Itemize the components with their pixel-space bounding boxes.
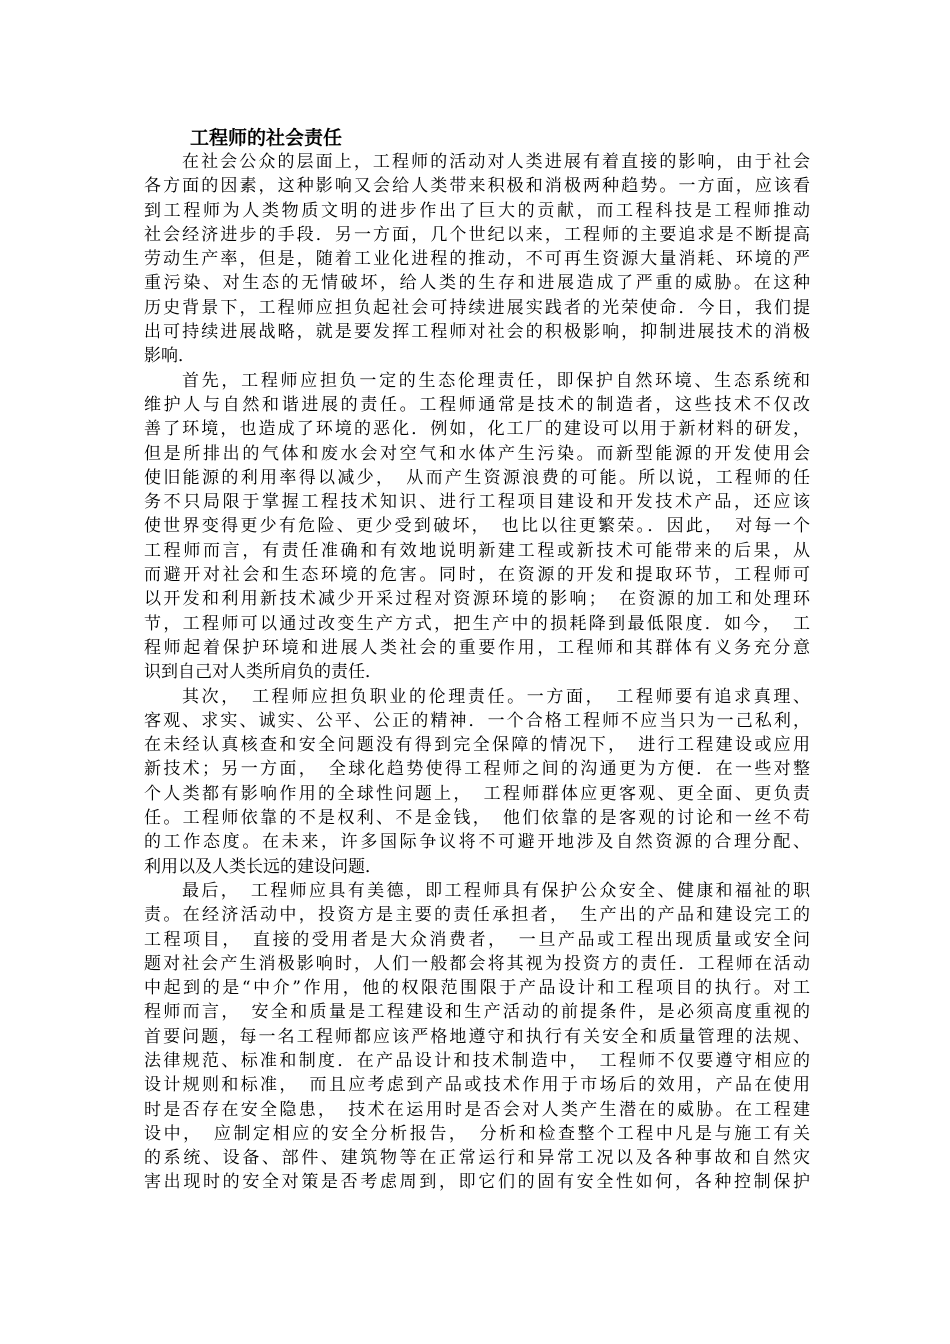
text-line: 设计规则和标准， 而且应考虑到产品或技术作用于市场后的效用，产品在使用 (144, 1075, 810, 1096)
text-line: 到工程师为人类物质文明的进步作出了巨大的贡献，而工程科技是工程师推动 (144, 200, 810, 221)
text-line: 首先，工程师应担负一定的生态伦理责任，即保护自然环境、生态系统和 (182, 370, 810, 391)
text-line: 出可持续进展战略，就是要发挥工程师对社会的积极影响，抑制进展技术的消极 (144, 322, 810, 343)
paragraph (144, 879, 810, 1195)
text-line: 善了环境，也造成了环境的恶化．例如，化工厂的建设可以用于新材料的研发， (144, 419, 810, 440)
paragraph (144, 369, 810, 685)
text-line: 工程项目， 直接的受用者是大众消费者， 一旦产品或工程出现质量或安全问 (144, 929, 810, 950)
text-line: 中起到的是“中介”作用，他的权限范围限于产品设计和工程项目的执行。对工 (144, 978, 810, 999)
text-line: 各方面的因素，这种影响又会给人类带来积极和消极两种趋势。一方面，应该看 (144, 176, 810, 197)
paragraph (144, 685, 810, 879)
text-line: 社会经济进步的手段．另一方面，几个世纪以来，工程师的主要追求是不断提高 (144, 224, 810, 245)
text-line: 客观、求实、诚实、公平、公正的精神．一个合格工程师不应当只为一己私利， (144, 710, 810, 731)
text-line: 重污染、对生态的无情破坏，给人类的生存和进展造成了严重的威胁。在这种 (144, 273, 810, 294)
text-line: 在社会公众的层面上，工程师的活动对人类进展有着直接的影响，由于社会 (182, 152, 810, 172)
text-line: 程师而言， 安全和质量是工程建设和生产活动的前提条件，是必须高度重视的 (144, 1002, 810, 1023)
text-line: 时是否存在安全隐患， 技术在运用时是否会对人类产生潜在的威胁。在工程建 (144, 1099, 810, 1120)
text-line: 节，工程师可以通过改变生产方式，把生产中的损耗降到最低限度．如今， 工 (144, 613, 810, 634)
text-line: 最后， 工程师应具有美德，即工程师具有保护公众安全、健康和福祉的职 (182, 880, 810, 901)
text-line: 的工作态度。在未来，许多国际争议将不可避开地涉及自然资源的合理分配、 (144, 832, 810, 853)
text-line: 法律规范、标准和制度．在产品设计和技术制造中， 工程师不仅要遵守相应的 (144, 1050, 810, 1071)
text-line: 工程师而言，有责任准确和有效地说明新建工程或新技术可能带来的后果，从 (144, 540, 810, 561)
text-line: 其次， 工程师应担负职业的伦理责任。一方面， 工程师要有追求真理、 (182, 686, 810, 707)
text-line: 新技术；另一方面， 全球化趋势使得工程师之间的沟通更为方便．在一些对整 (144, 759, 810, 780)
text-line: 而避开对社会和生态环境的危害。同时，在资源的开发和提取环节，工程师可 (144, 565, 810, 586)
text-line: 害出现时的安全对策是否考虑周到，即它们的固有安全性如何，各种控制保护 (144, 1172, 810, 1193)
paragraph (144, 150, 810, 369)
text-line: 题对社会产生消极影响时，人们一般都会将其视为投资方的责任．工程师在活动 (144, 953, 810, 974)
text-line: 务不只局限于掌握工程技术知识、进行工程项目建设和开发技术产品，还应该 (144, 492, 810, 513)
text-line: 在未经认真核查和安全问题没有得到完全保障的情况下， 进行工程建设或应用 (144, 735, 810, 756)
text-line: 历史背景下，工程师应担负起社会可持续进展实践者的光荣使命．今日，我们提 (144, 297, 810, 318)
text-line: 使世界变得更少有危险、更少受到破坏， 也比以往更繁荣。．因此， 对每一个 (144, 516, 810, 537)
text-line: 程师起着保护环境和进展人类社会的重要作用，工程师和其群体有义务充分意 (144, 637, 810, 658)
text-line: 责。在经济活动中，投资方是主要的责任承担者， 生产出的产品和建设完工的 (144, 905, 810, 926)
text-line: 影响． (144, 346, 195, 367)
text-line: 的系统、设备、部件、建筑物等在正常运行和异常工况以及各种事故和自然灾 (144, 1148, 810, 1169)
document-title: 工程师的社会责任 (190, 127, 343, 149)
text-line: 个人类都有影响作用的全球性问题上， 工程师群体应更客观、更全面、更负责 (144, 783, 810, 804)
text-line: 设中， 应制定相应的安全分析报告， 分析和检查整个工程中凡是与施工有关 (144, 1123, 810, 1144)
text-line: 劳动生产率，但是，随着工业化进程的推动，不可再生资源大量消耗、环境的严 (144, 249, 810, 270)
text-line: 任。工程师依靠的不是权利、不是金钱， 他们依靠的是客观的讨论和一丝不苟 (144, 808, 810, 829)
text-line: 识到自己对人类所肩负的责任． (144, 662, 382, 683)
text-line: 首要问题，每一名工程师都应该严格地遵守和执行有关安全和质量管理的法规、 (144, 1026, 810, 1047)
document-body (144, 150, 810, 1195)
text-line: 以开发和利用新技术减少开采过程对资源环境的影响； 在资源的加工和处理环 (144, 589, 810, 610)
text-line: 维护人与自然和谐进展的责任。工程师通常是技术的制造者，这些技术不仅改 (144, 394, 810, 415)
text-line: 但是所排出的气体和废水会对空气和水体产生污染。而新型能源的开发使用会 (144, 443, 810, 464)
text-line: 利用以及人类长远的建设问题． (144, 856, 382, 877)
text-line: 使旧能源的利用率得以减少， 从而产生资源浪费的可能。所以说，工程师的任 (144, 467, 810, 488)
